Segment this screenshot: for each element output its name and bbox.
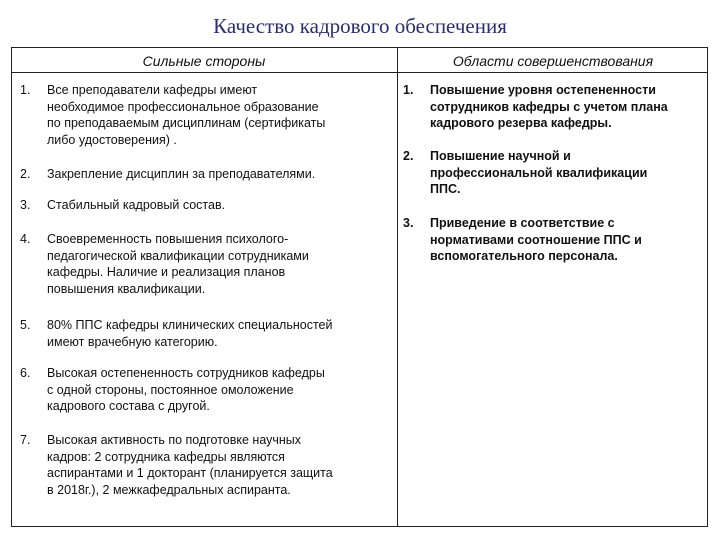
- item-text: Повышение уровня остепененности сотрудников кафедры с учетом плана кадрового резерва кафедры.: [430, 83, 668, 130]
- header-divider: [11, 72, 708, 73]
- item-text: Высокая активность по подготовке научных кадров: 2 сотрудника кафедры являются аспирантами и 1 докторант (планируется защита в 2018г.), 2 межкафедральных аспиранта.: [47, 433, 333, 497]
- item-number: 1.: [20, 83, 31, 97]
- item-number: 7.: [20, 433, 31, 447]
- item-text: Приведение в соответствие с нормативами соотношение ППС и вспомогательного персонала.: [430, 216, 642, 263]
- item-text: Закрепление дисциплин за преподавателями.: [47, 167, 316, 181]
- item-number: 4.: [20, 232, 31, 246]
- item-number: 3.: [403, 216, 414, 230]
- item-text: Стабильный кадровый состав.: [47, 198, 226, 212]
- item-text: Высокая остепененность сотрудников кафедры с одной стороны, постоянное омоложение кадрового состава с другой.: [47, 366, 325, 413]
- item-text: Своевременность повышения психолого- педагогической квалификации сотрудниками кафедры. Наличие и реализация планов повышения квалификации.: [47, 232, 309, 296]
- page-title: Качество кадрового обеспечения: [213, 14, 507, 38]
- item-number: 6.: [20, 366, 31, 380]
- item-text: 80% ППС кафедры клинических специальностей имеют врачебную категорию.: [47, 318, 333, 349]
- item-number: 1.: [403, 83, 414, 97]
- column-divider: [397, 47, 398, 527]
- item-number: 3.: [20, 198, 31, 212]
- item-number: 2.: [20, 167, 31, 181]
- strengths-header: Сильные стороны: [142, 53, 266, 69]
- item-text: Повышение научной и профессиональной квалификации ППС.: [430, 149, 648, 196]
- item-number: 2.: [403, 149, 414, 163]
- improvements-header: Области совершенствования: [452, 53, 654, 69]
- item-number: 5.: [20, 318, 31, 332]
- item-text: Все преподаватели кафедры имеют необходимое профессиональное образование по преподаваемым дисциплинам (сертификаты либо удостоверения) .: [47, 83, 326, 147]
